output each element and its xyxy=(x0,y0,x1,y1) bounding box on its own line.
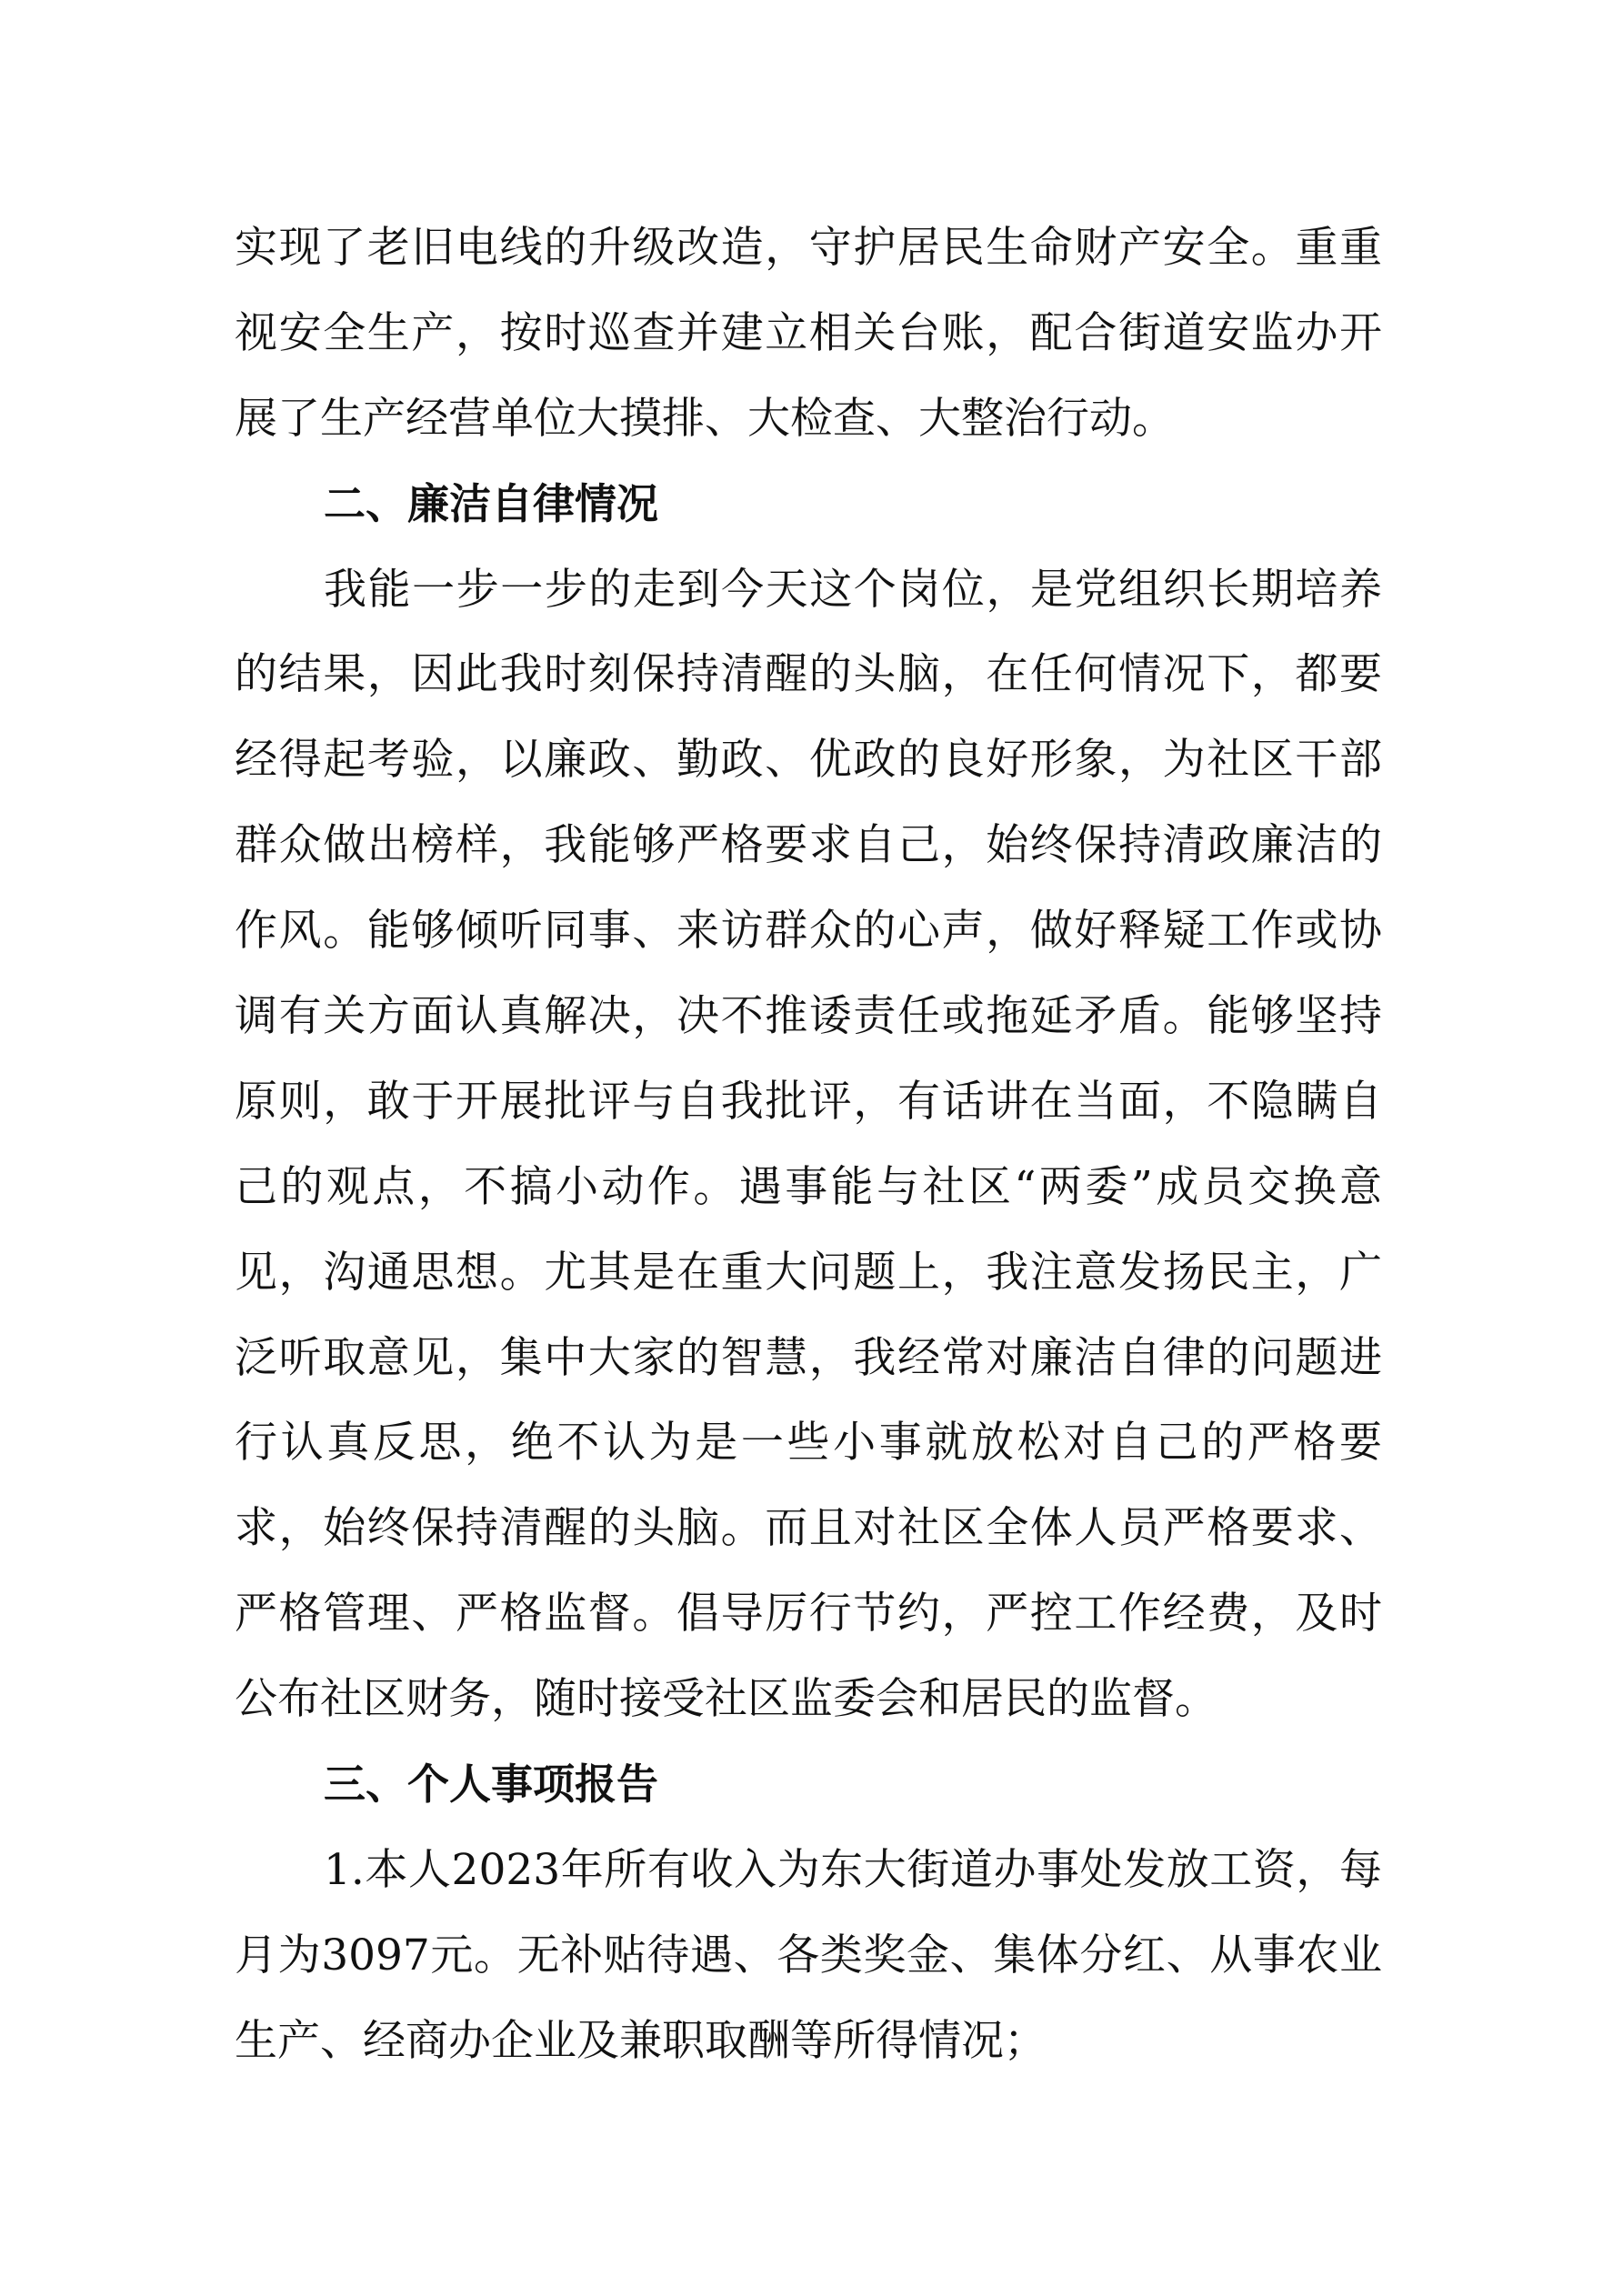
paragraph-line: 视安全生产，按时巡查并建立相关台账，配合街道安监办开 xyxy=(235,307,1382,358)
paragraph-line: 实现了老旧电线的升级改造，守护居民生命财产安全。重重 xyxy=(235,223,1382,273)
paragraph-line: 作风。能够倾听同事、来访群众的心声，做好释疑工作或协 xyxy=(235,906,1382,957)
paragraph-line: 公布社区财务，随时接受社区监委会和居民的监督。 xyxy=(235,1674,1217,1725)
paragraph-line: 经得起考验，以廉政、勤政、优政的良好形象，为社区干部 xyxy=(235,735,1382,786)
paragraph-line: 求，始终保持清醒的头脑。而且对社区全体人员严格要求、 xyxy=(235,1503,1382,1554)
paragraph-line: 群众做出榜样，我能够严格要求自己，始终保持清政廉洁的 xyxy=(235,820,1382,871)
paragraph-line: 月为3097元。无补贴待遇、各类奖金、集体分红、从事农业 xyxy=(235,1930,1382,1980)
paragraph-line: 生产、经商办企业及兼职取酬等所得情况； xyxy=(235,2015,1047,2066)
paragraph-line: 1.本人2023年所有收入为东大街道办事处发放工资，每 xyxy=(324,1844,1382,1895)
paragraph-line: 原则，敢于开展批评与自我批评，有话讲在当面，不隐瞒自 xyxy=(235,1076,1382,1127)
section-heading: 三、个人事项报告 xyxy=(324,1760,658,1810)
paragraph-line: 展了生产经营单位大摸排、大检查、大整治行动。 xyxy=(235,393,1175,444)
paragraph-line: 的结果，因此我时刻保持清醒的头脑，在任何情况下，都要 xyxy=(235,649,1382,700)
paragraph-line: 泛听取意见，集中大家的智慧，我经常对廉洁自律的问题进 xyxy=(235,1332,1382,1383)
paragraph-line: 见，沟通思想。尤其是在重大问题上，我注意发扬民主，广 xyxy=(235,1247,1382,1298)
paragraph-line: 我能一步一步的走到今天这个岗位，是党组织长期培养 xyxy=(324,564,1382,615)
paragraph-line: 调有关方面认真解决，决不推诿责任或拖延矛盾。能够坚持 xyxy=(235,991,1382,1042)
paragraph-line: 己的观点，不搞小动作。遇事能与社区“两委”成员交换意 xyxy=(235,1161,1382,1212)
section-heading: 二、廉洁自律情况 xyxy=(324,478,658,528)
paragraph-line: 行认真反思，绝不认为是一些小事就放松对自己的严格要 xyxy=(235,1418,1382,1469)
document-body xyxy=(235,206,1382,2084)
paragraph-line: 严格管理、严格监督。倡导厉行节约，严控工作经费，及时 xyxy=(235,1589,1382,1639)
